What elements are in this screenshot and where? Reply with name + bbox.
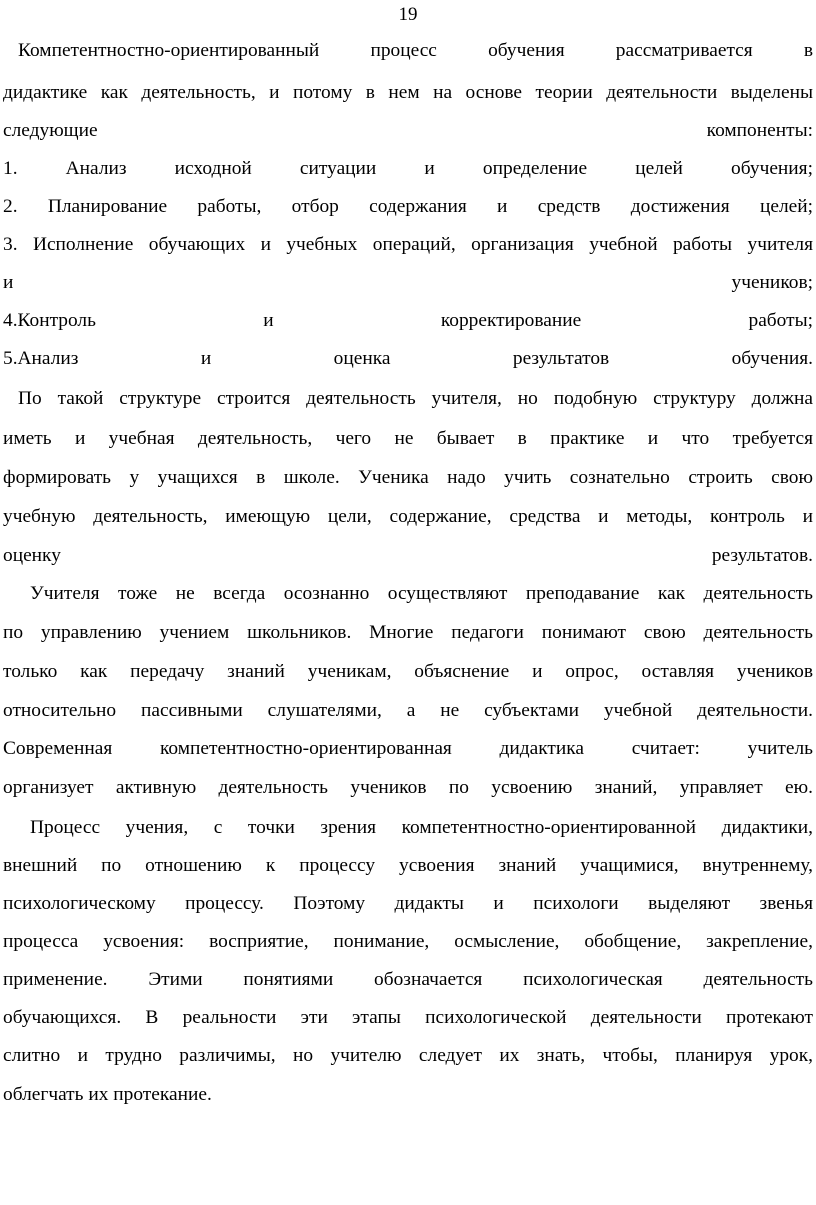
text-line: процесса усвоения: восприятие, понимание, осмысление, обобщение, закрепление, xyxy=(3,931,813,952)
text-line: слитно и трудно различимы, но учителю следует их знать, чтобы, планируя урок, xyxy=(3,1045,813,1066)
text-line: только как передачу знаний ученикам, объяснение и опрос, оставляя учеников xyxy=(3,661,813,682)
text-line: организует активную деятельность учеников по усвоению знаний, управляет ею. xyxy=(3,777,813,798)
text-line: внешний по отношению к процессу усвоения знаний учащимися, внутреннему, xyxy=(3,855,813,876)
text-line: по управлению учением школьников. Многие педагоги понимают свою деятельность xyxy=(3,622,813,643)
text-line: обучающихся. В реальности эти этапы психологической деятельности протекают xyxy=(3,1007,813,1028)
text-line: Современная компетентностно-ориентированная дидактика считает: учитель xyxy=(3,738,813,759)
text-line: Процесс учения, с точки зрения компетентностно-ориентированной дидактики, xyxy=(30,817,813,838)
page-number: 19 xyxy=(398,4,418,25)
text-line: По такой структуре строится деятельность учителя, но подобную структуру должна xyxy=(18,388,813,409)
text-line: оценку результатов. xyxy=(3,545,813,566)
text-line: 1. Анализ исходной ситуации и определение целей обучения; xyxy=(3,158,813,179)
text-line: 4.Контроль и корректирование работы; xyxy=(3,310,813,331)
text-line: 2. Планирование работы, отбор содержания и средств достижения целей; xyxy=(3,196,813,217)
text-line: облегчать их протекание. xyxy=(3,1084,212,1105)
text-line: психологическому процессу. Поэтому дидакты и психологи выделяют звенья xyxy=(3,893,813,914)
text-line: формировать у учащихся в школе. Ученика надо учить сознательно строить свою xyxy=(3,467,813,488)
text-line: следующие компоненты: xyxy=(3,120,813,141)
text-line: дидактике как деятельность, и потому в нем на основе теории деятельности выделены xyxy=(3,82,813,103)
text-line: Учителя тоже не всегда осознанно осуществляют преподавание как деятельность xyxy=(30,583,813,604)
text-line: 5.Анализ и оценка результатов обучения. xyxy=(3,348,813,369)
text-line: Компетентностно-ориентированный процесс обучения рассматривается в xyxy=(18,40,813,61)
text-line: учебную деятельность, имеющую цели, содержание, средства и методы, контроль и xyxy=(3,506,813,527)
text-line: иметь и учебная деятельность, чего не бывает в практике и что требуется xyxy=(3,428,813,449)
text-line: и учеников; xyxy=(3,272,813,293)
text-line: применение. Этими понятиями обозначается психологическая деятельность xyxy=(3,969,813,990)
text-line: относительно пассивными слушателями, а не субъектами учебной деятельности. xyxy=(3,700,813,721)
text-line: 3. Исполнение обучающих и учебных операций, организация учебной работы учителя xyxy=(3,234,813,255)
